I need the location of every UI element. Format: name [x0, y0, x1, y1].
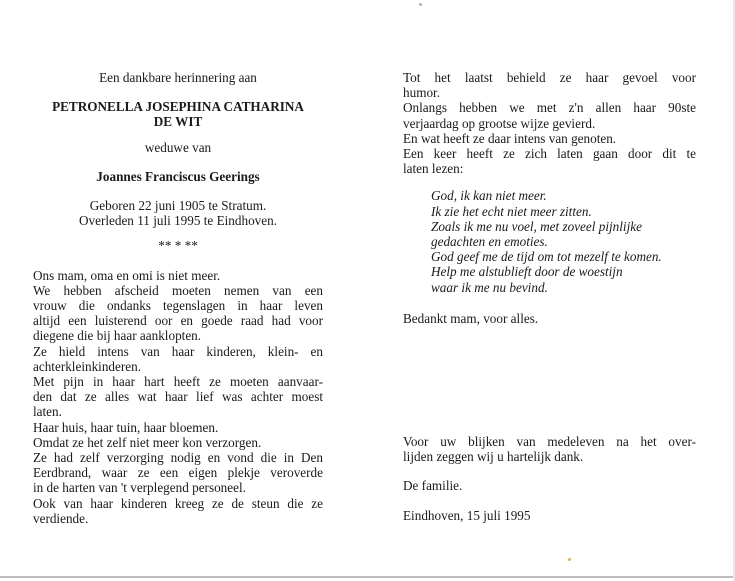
text-line: Een keer heeft ze zich laten gaan door dit te — [403, 146, 696, 162]
poem-line: God, ik kan niet meer. — [431, 188, 547, 204]
text-line: humor. — [403, 85, 440, 101]
stars-separator: ** * ** — [158, 238, 198, 254]
speck-mark — [419, 3, 422, 6]
text-line: altijd een luisterend oor en goede raad had voor — [33, 313, 323, 329]
thanks-mam: Bedankt mam, voor alles. — [403, 310, 539, 326]
poem-line: Ik zie het echt niet meer zitten. — [431, 203, 592, 219]
right-paragraph — [403, 70, 696, 176]
text-line: laten. — [33, 404, 62, 420]
text-line: verjaardag op grootse wijze gevierd. — [403, 115, 596, 131]
poem-line: God geef me de tijd om tot mezelf te komen. — [431, 249, 662, 265]
left-paragraph — [33, 268, 323, 526]
intro-text: Een dankbare herinnering aan — [99, 70, 257, 85]
text-line: Haar huis, haar tuin, haar bloemen. — [33, 419, 219, 435]
text-line: Omdat ze het zelf niet meer kon verzorgen. — [33, 434, 262, 450]
text-line: Tot het laatst behield ze haar gevoel voor — [403, 70, 696, 85]
text-line: En wat heeft ze daar intens van genoten. — [403, 130, 617, 146]
deceased-name-line1: PETRONELLA JOSEPHINA CATHARINA — [52, 99, 304, 115]
poem-line: Zoals ik me nu voel, met zoveel pijnlijke — [431, 218, 642, 234]
text-line: verdiende. — [33, 510, 89, 526]
poem-line: Help me alstublieft door de woestijn — [431, 264, 623, 280]
text-line: Ze hield intens van haar kinderen, klein- en — [33, 343, 323, 359]
closing-thanks — [403, 434, 696, 464]
text-line: diegene die bij haar aanklopten. — [33, 328, 202, 344]
deceased-name-line2: DE WIT — [153, 114, 203, 130]
text-line: laten lezen: — [403, 161, 464, 177]
poem-line: gedachten en emoties. — [431, 234, 548, 250]
text-line: Ze had zelf verzorging nodig en vond die in Den — [33, 450, 323, 466]
text-line: Eerdbrand, waar ze een eigen plekje veroverde — [33, 465, 323, 481]
speck-mark — [568, 558, 571, 561]
text-line: lijden zeggen wij u hartelijk dank. — [403, 449, 584, 465]
text-line: Ook van haar kinderen kreeg ze de steun die ze — [33, 495, 323, 511]
left-column — [33, 70, 323, 526]
bottom-edge-line — [0, 576, 735, 578]
place-date: Eindhoven, 15 juli 1995 — [403, 507, 531, 523]
poem — [403, 188, 696, 294]
text-line: Voor uw blijken van medeleven na het over- — [403, 434, 696, 450]
birth-line: Geboren 22 juni 1905 te Stratum. — [89, 198, 267, 214]
text-line: Ons mam, oma en omi is niet meer. — [33, 267, 221, 283]
widow-of-text: weduwe van — [144, 139, 212, 155]
text-line: Met pijn in haar hart heeft ze moeten aanvaar- — [33, 374, 323, 390]
text-line: Onlangs hebben we met z'n allen haar 90ste — [403, 100, 696, 116]
family-signature: De familie. — [403, 478, 463, 494]
text-line: We hebben afscheid moeten nemen van een — [33, 282, 323, 298]
right-column — [403, 70, 696, 523]
text-line: den dat ze alles wat haar lief was achter moest — [33, 389, 323, 405]
text-line: achterkleinkinderen. — [33, 358, 142, 374]
text-line: vrouw die ondanks tegenslagen in haar leven — [33, 298, 323, 314]
poem-line: waar ik me nu bevind. — [431, 279, 548, 295]
text-line: in de harten van 't verplegend personeel. — [33, 480, 246, 496]
death-line: Overleden 11 juli 1995 te Eindhoven. — [78, 213, 277, 229]
husband-name: Joannes Franciscus Geerings — [96, 168, 260, 184]
